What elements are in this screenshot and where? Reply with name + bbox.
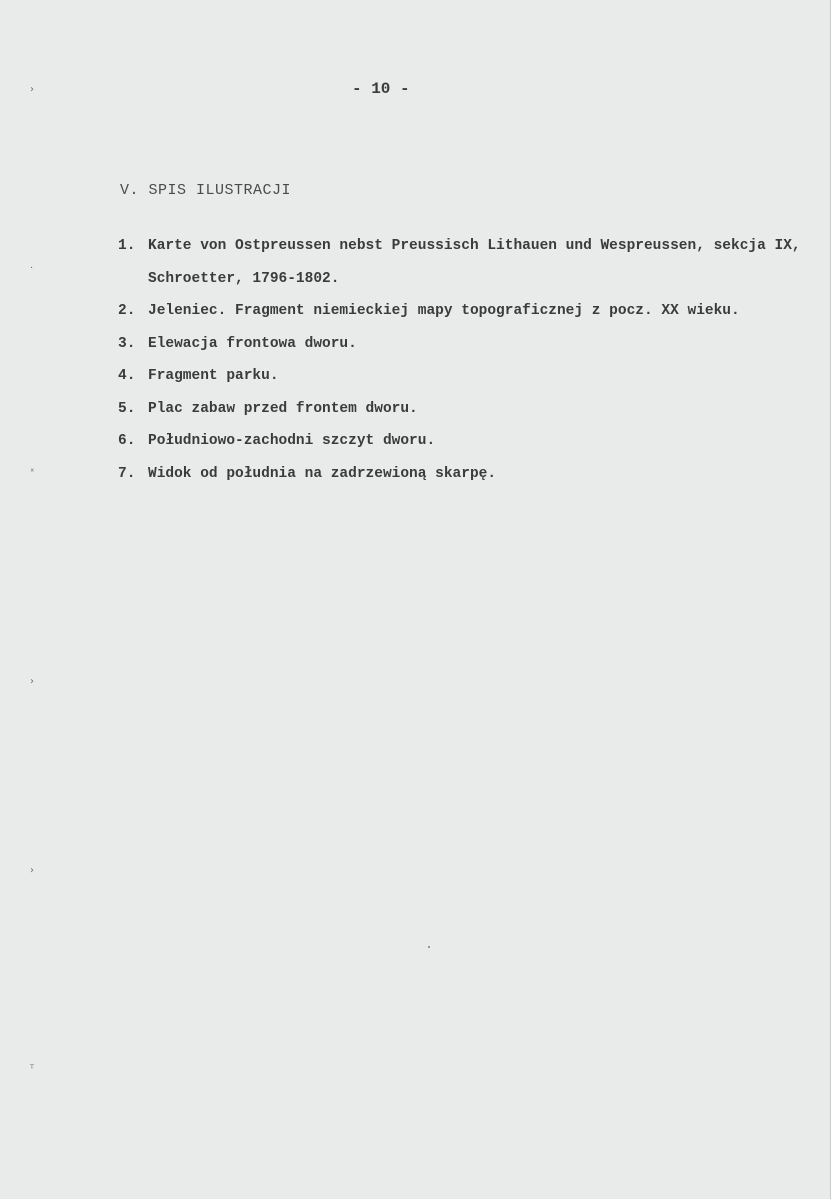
list-item <box>118 328 818 361</box>
item-number: 5. <box>118 400 136 417</box>
item-text: Jeleniec. Fragment niemieckiej mapy topograficznej z pocz. XX wieku. <box>148 303 740 319</box>
item-number: 7. <box>118 465 136 482</box>
item-text: Fragment parku. <box>148 368 279 384</box>
item-number: 6. <box>118 433 136 449</box>
item-number: 3. <box>118 335 136 352</box>
binder-mark-icon: ˣ <box>30 467 35 478</box>
item-text: Południowo-zachodni szczyt dworu. <box>148 433 436 449</box>
binder-mark-icon: ᵀ <box>30 1064 34 1075</box>
item-text: Plac zabaw przed frontem dworu. <box>148 400 418 417</box>
item-number: 2. <box>118 303 136 319</box>
item-text: Widok od południa na zadrzewioną skarpę. <box>148 465 497 482</box>
item-text: Karte von Ostpreussen nebst Preussisch Lithauen und Wespreussen, sekcja IX, Schroetter, 1796-1802. <box>148 238 801 287</box>
item-number: 1. <box>118 238 136 254</box>
list-item <box>118 230 818 295</box>
list-item <box>118 458 818 491</box>
binder-mark-icon: › <box>30 676 34 687</box>
list-item <box>118 393 818 426</box>
illustrations-list <box>118 230 818 490</box>
item-text: Elewacja frontowa dworu. <box>148 335 357 352</box>
list-item <box>118 360 818 393</box>
binder-mark-icon: › <box>30 865 34 876</box>
list-item <box>118 295 818 328</box>
page-number: - 10 - <box>352 80 410 98</box>
binder-mark-icon: › <box>30 84 34 95</box>
section-heading: V. SPIS ILUSTRACJI <box>120 182 292 199</box>
item-number: 4. <box>118 368 136 384</box>
paper-speck <box>428 946 430 948</box>
binder-mark-icon: · <box>30 263 34 274</box>
list-item <box>118 425 818 458</box>
